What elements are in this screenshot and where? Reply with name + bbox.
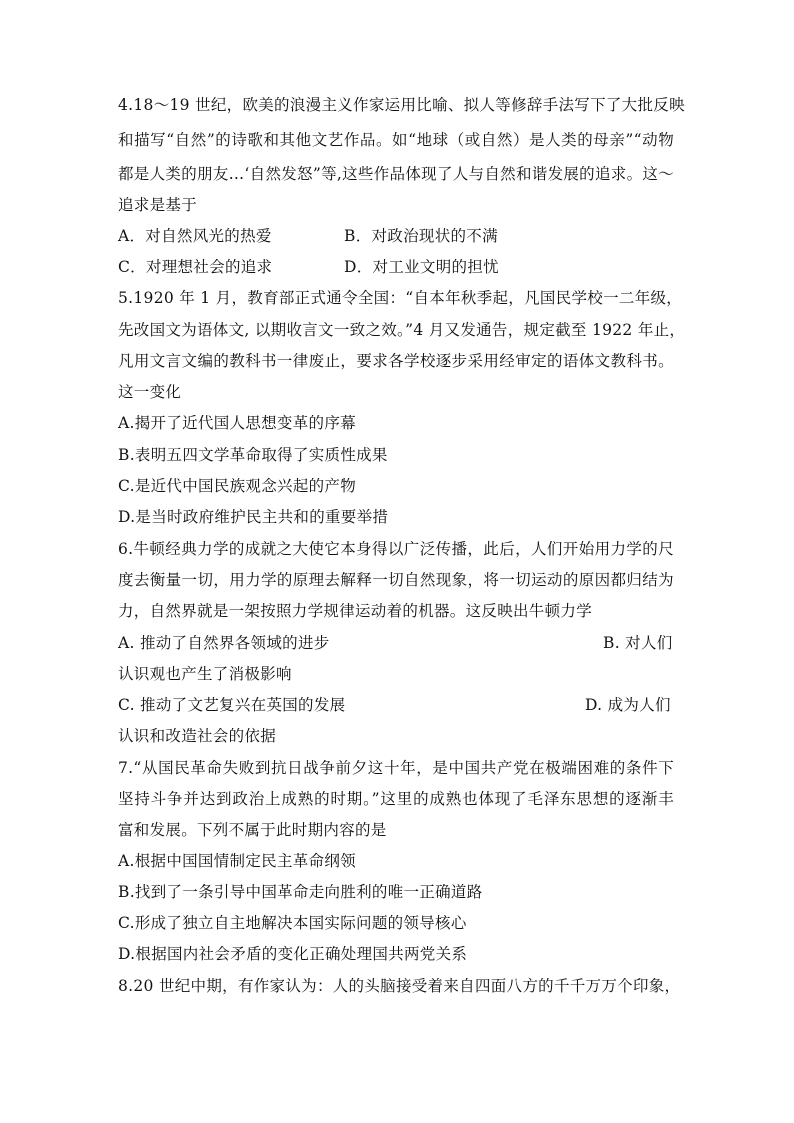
q4-stem-line-4: 追求是基于	[118, 196, 198, 214]
q5-stem-line-3: 凡用文言文编的教科书一律废止，要求各学校逐步采用经审定的语体文教科书。	[118, 352, 674, 370]
q6-option-d: D. 成为人们	[585, 696, 671, 714]
q7-option-d: D.根据国内社会矛盾的变化正确处理国共两党关系	[118, 945, 468, 963]
q7-stem-line-3: 富和发展。下列不属于此时期内容的是	[118, 821, 387, 839]
q6-option-c: C. 推动了文艺复兴在英国的发展	[118, 696, 346, 714]
q7-option-c: C.形成了独立自主地解决本国实际问题的领导核心	[118, 914, 467, 932]
q6-option-d-continued: 认识和改造社会的依据	[118, 727, 277, 745]
q7-option-a: A.根据中国国情制定民主革命纲领	[118, 852, 356, 870]
q4-option-d: D．对工业文明的担忧	[344, 258, 499, 276]
q6-option-b: B. 对人们	[603, 634, 673, 652]
q6-stem-line-2: 度去衡量一切，用力学的原理去解释一切自然现象，将一切运动的原因都归结为	[118, 571, 674, 589]
q6-option-a: A. 推动了自然界各领域的进步	[118, 634, 330, 652]
q6-stem-line-1: 6.牛顿经典力学的成就之大使它本身得以广泛传播，此后，人们开始用力学的尺	[118, 540, 674, 558]
q4-stem-line-1: 4.18～19 世纪，欧美的浪漫主义作家运用比喻、拟人等修辞手法写下了大批反映	[118, 96, 685, 114]
q6-option-b-continued: 认识观也产生了消极影响	[118, 665, 292, 683]
q7-option-b: B.找到了一条引导中国革命走向胜利的唯一正确道路	[118, 883, 483, 901]
q4-option-a: A．对自然风光的热爱	[118, 227, 272, 245]
q4-stem-line-3: 都是人类的朋友…‘自然发怒”等,这些作品体现了人与自然和谐发展的追求。这～	[118, 165, 674, 183]
q7-stem-line-2: 坚持斗争并达到政治上成熟的时期。”这里的成熟也体现了毛泽东思想的逐渐丰	[118, 790, 674, 808]
q5-option-a: A.揭开了近代国人思想变革的序幕	[118, 414, 356, 432]
q5-option-c: C.是近代中国民族观念兴起的产物	[118, 477, 357, 495]
q5-option-b: B.表明五四文学革命取得了实质性成果	[118, 446, 388, 464]
q4-option-c: C．对理想社会的追求	[118, 258, 273, 276]
q6-stem-line-3: 力，自然界就是一架按照力学规律运动着的机器。这反映出牛顿力学	[118, 602, 593, 620]
q4-stem-line-2: 和描写“自然”的诗歌和其他文艺作品。如“地球（或自然）是人类的母亲”“动物	[118, 131, 674, 149]
q5-stem-line-2: 先改国文为语体文, 以期收言文一致之效。”4 月又发通告，规定截至 1922 年止，	[118, 321, 686, 339]
q7-stem-line-1: 7.“从国民革命失败到抗日战争前夕这十年，是中国共产党在极端困难的条件下	[118, 759, 674, 777]
q5-stem-line-4: 这一变化	[118, 383, 182, 401]
q5-option-d: D.是当时政府维护民主共和的重要举措	[118, 508, 389, 526]
q4-option-b: B．对政治现状的不满	[344, 227, 498, 245]
q8-stem-line-1: 8.20 世纪中期，有作家认为：人的头脑接受着来自四面八方的千千万万个印象，	[118, 977, 681, 995]
q5-stem-line-1: 5.1920 年 1 月，教育部正式通令全国：“自本年秋季起，凡国民学校一二年级，	[118, 289, 683, 307]
